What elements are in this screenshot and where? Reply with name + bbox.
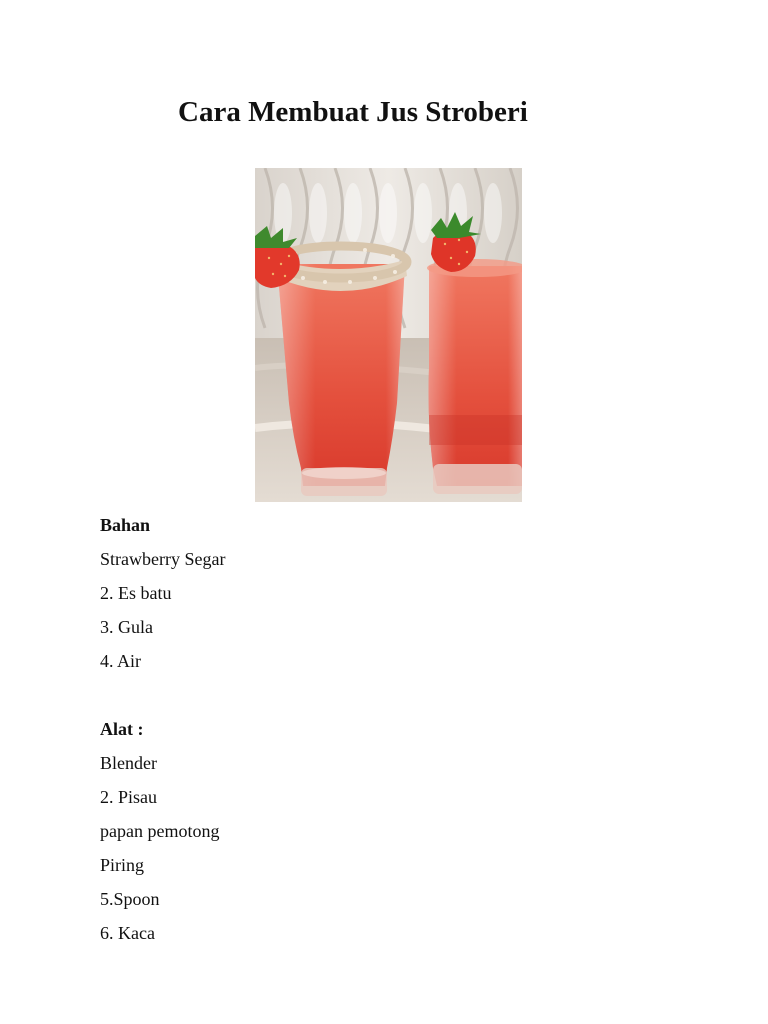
tools-section [100, 712, 219, 950]
ingredient-item: 2. Es batu [100, 583, 172, 603]
tool-item: Piring [100, 855, 145, 875]
tool-item: 6. Kaca [100, 923, 155, 943]
ingredient-item: 3. Gula [100, 617, 153, 637]
tools-heading: Alat : [100, 719, 144, 739]
ingredient-item: 4. Air [100, 651, 142, 671]
tool-item: 2. Pisau [100, 787, 158, 807]
tool-item: Blender [100, 753, 157, 773]
ingredients-heading: Bahan [100, 515, 151, 535]
ingredient-item: Strawberry Segar [100, 549, 226, 569]
tool-item: 5.Spoon [100, 889, 160, 909]
strawberry-juice-photo [255, 168, 522, 502]
ingredients-section [100, 508, 225, 678]
page-title: Cara Membuat Jus Stroberi [178, 96, 528, 128]
tool-item: papan pemotong [100, 821, 220, 841]
